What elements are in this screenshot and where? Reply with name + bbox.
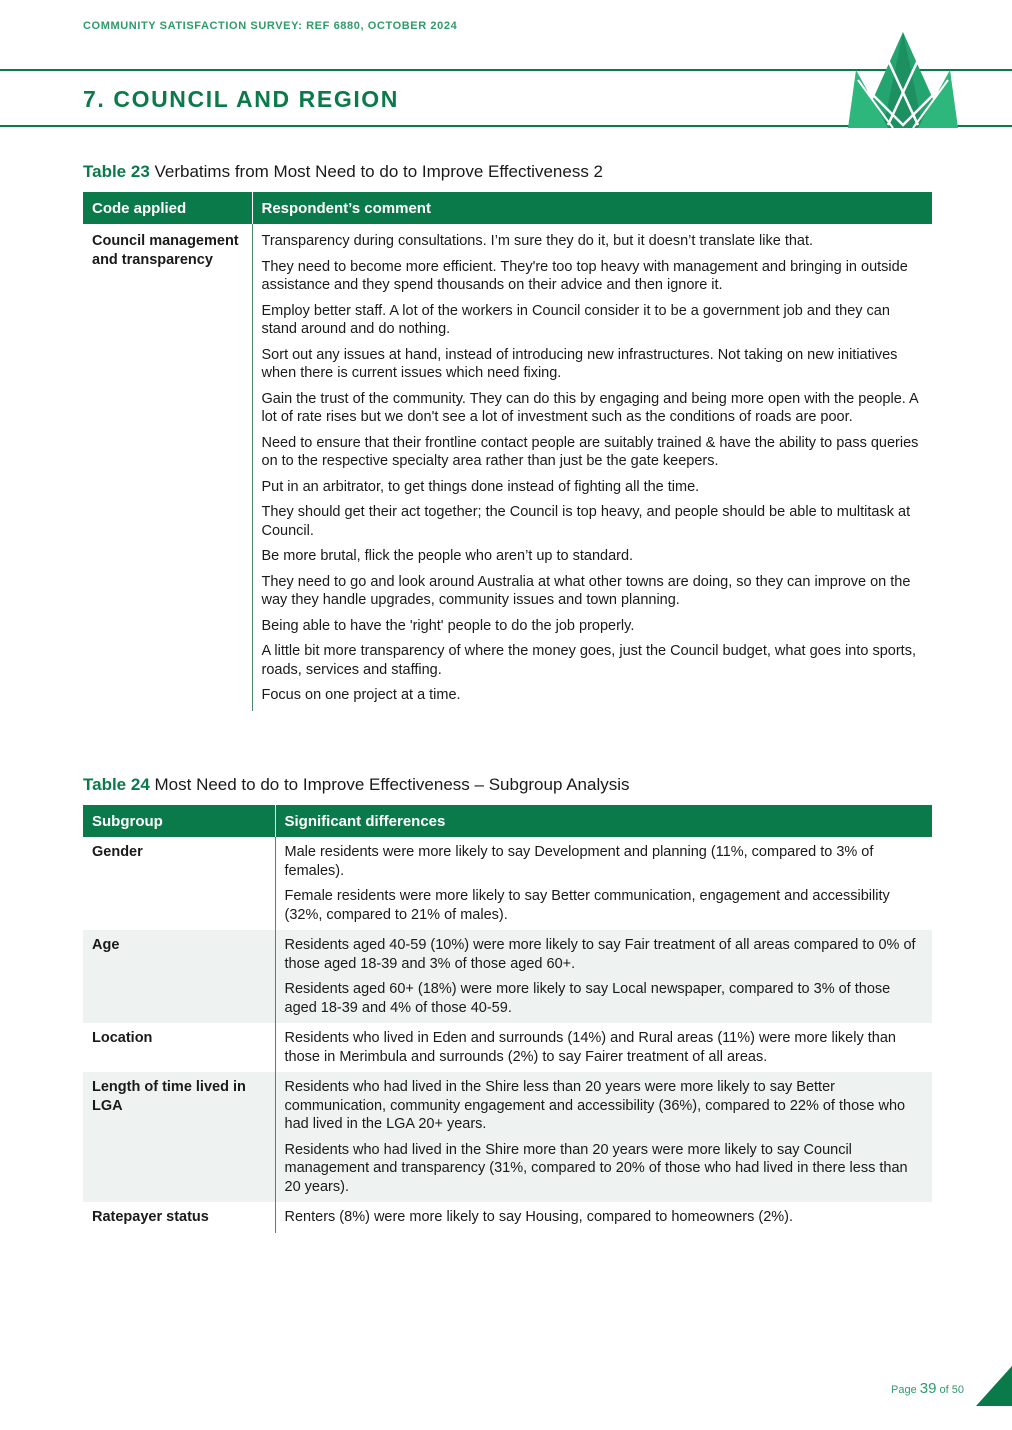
- comment: Transparency during consultations. I’m sure they do it, but it doesn’t translate like that.: [261, 233, 814, 249]
- comment: They need to go and look around Australia at what other towns are doing, so they can improve on the way they handle upgrades, community issues and town planning.: [261, 573, 911, 608]
- table-row: [83, 1072, 932, 1202]
- code-cell: Council management and transparency: [92, 233, 239, 268]
- section-title: 7. COUNCIL AND REGION: [83, 86, 400, 112]
- subgroup-cell: Gender: [92, 844, 143, 860]
- differences-cell: [275, 837, 932, 930]
- page-label: Page: [891, 1384, 920, 1396]
- table-row: [83, 930, 932, 1023]
- table-row: [83, 1202, 932, 1233]
- differences-cell: [275, 1202, 932, 1233]
- comment: Put in an arbitrator, to get things done instead of fighting all the time.: [261, 478, 700, 495]
- difference-item: Residents who had lived in the Shire less than 20 years were more likely to say Better communication, community engagement and accessibility (36%), compared to 22% of those who had lived in the LGA 20+ years.: [284, 1079, 906, 1132]
- subgroup-cell: Age: [83, 930, 275, 1023]
- difference-item: Female residents were more likely to say Better communication, engagement and accessibility (32%, compared to 21% of males).: [284, 888, 890, 923]
- differences-cell: [275, 1023, 932, 1072]
- comment: A little bit more transparency of where the money goes, just the Council budget, what goes into sports, roads, services and staffing.: [261, 643, 916, 678]
- brand-logo-icon: [848, 30, 958, 130]
- difference-item: Renters (8%) were more likely to say Housing, compared to homeowners (2%).: [284, 1209, 794, 1225]
- table-24-number: Table 24: [83, 775, 150, 794]
- difference-item: Residents who lived in Eden and surrounds (14%) and Rural areas (11%) were more likely than those in Merimbula and surrounds (2%) to say Fairer treatment of all areas.: [284, 1030, 896, 1065]
- table-24-title: Most Need to do to Improve Effectiveness – Subgroup Analysis: [149, 775, 630, 794]
- table-row: [83, 837, 932, 930]
- table-23-col-code: Code applied: [83, 192, 252, 224]
- subgroup-cell: Length of time lived in LGA: [83, 1072, 275, 1202]
- page-total: of 50: [936, 1384, 964, 1396]
- comment: Focus on one project at a time.: [261, 687, 461, 703]
- table-23-header-row: [83, 192, 932, 224]
- comment: Sort out any issues at hand, instead of introducing new infrastructures. Not taking on new initiatives when there is current issues which need fixing.: [261, 346, 898, 381]
- page-footer: [891, 1380, 964, 1397]
- difference-item: Residents aged 40-59 (10%) were more likely to say Fair treatment of all areas compared to 0% of those aged 18-39 and 3% of those aged 60+.: [284, 937, 916, 972]
- comment: Need to ensure that their frontline contact people are suitably trained & have the ability to pass queries on to the respective specialty area rather than just be the gate keepers.: [261, 434, 919, 469]
- comment-cell: [252, 224, 932, 711]
- table-24-header-row: [83, 805, 932, 837]
- difference-item: Residents who had lived in the Shire more than 20 years were more likely to say Council management and transparency (31%, compared to 20% of those who had lived in there less than 20 years).: [284, 1141, 908, 1195]
- subgroup-cell: Ratepayer status: [92, 1209, 209, 1225]
- comment: Gain the trust of the community. They can do this by engaging and being more open with the people. A lot of rate rises but we don't see a lot of investment such as the conditions of roads are poor.: [261, 390, 918, 425]
- table-23-title: Verbatims from Most Need to do to Improve Effectiveness 2: [149, 162, 604, 181]
- table-23-caption: [83, 162, 603, 182]
- table-23: [83, 192, 932, 711]
- table-24-col-differences: Significant differences: [275, 805, 932, 837]
- differences-cell: [275, 1072, 932, 1202]
- table-24-col-subgroup: Subgroup: [83, 805, 275, 837]
- table-23-col-comment: Respondent’s comment: [252, 192, 932, 224]
- table-row: [83, 1023, 932, 1072]
- table-23-number: Table 23: [83, 162, 150, 181]
- table-row: [83, 224, 932, 711]
- table-24: [83, 805, 932, 1233]
- page-number: 39: [919, 1380, 937, 1397]
- comment: They should get their act together; the Council is top heavy, and people should be able to multitask at Council.: [261, 504, 911, 539]
- difference-item: Residents aged 60+ (18%) were more likely to say Local newspaper, compared to 3% of those aged 18-39 and 4% of those 40-59.: [284, 981, 891, 1016]
- differences-cell: [275, 930, 932, 1023]
- corner-triangle-icon: [976, 1366, 1012, 1406]
- comment: Employ better staff. A lot of the workers in Council consider it to be a government job and they can stand around and do nothing.: [261, 302, 890, 337]
- comment: Be more brutal, flick the people who aren’t up to standard.: [261, 548, 634, 564]
- comment: They need to become more efficient. They're too top heavy with management and bringing in outside assistance and they spend thousands on their advice and then ignore it.: [261, 258, 908, 293]
- difference-item: Male residents were more likely to say Development and planning (11%, compared to 3% of females).: [284, 844, 874, 879]
- document-reference: COMMUNITY SATISFACTION SURVEY: REF 6880, OCTOBER 2024: [83, 20, 458, 32]
- comment: Being able to have the 'right' people to do the job properly.: [261, 617, 635, 634]
- table-24-caption: [83, 775, 630, 795]
- subgroup-cell: Location: [92, 1030, 153, 1046]
